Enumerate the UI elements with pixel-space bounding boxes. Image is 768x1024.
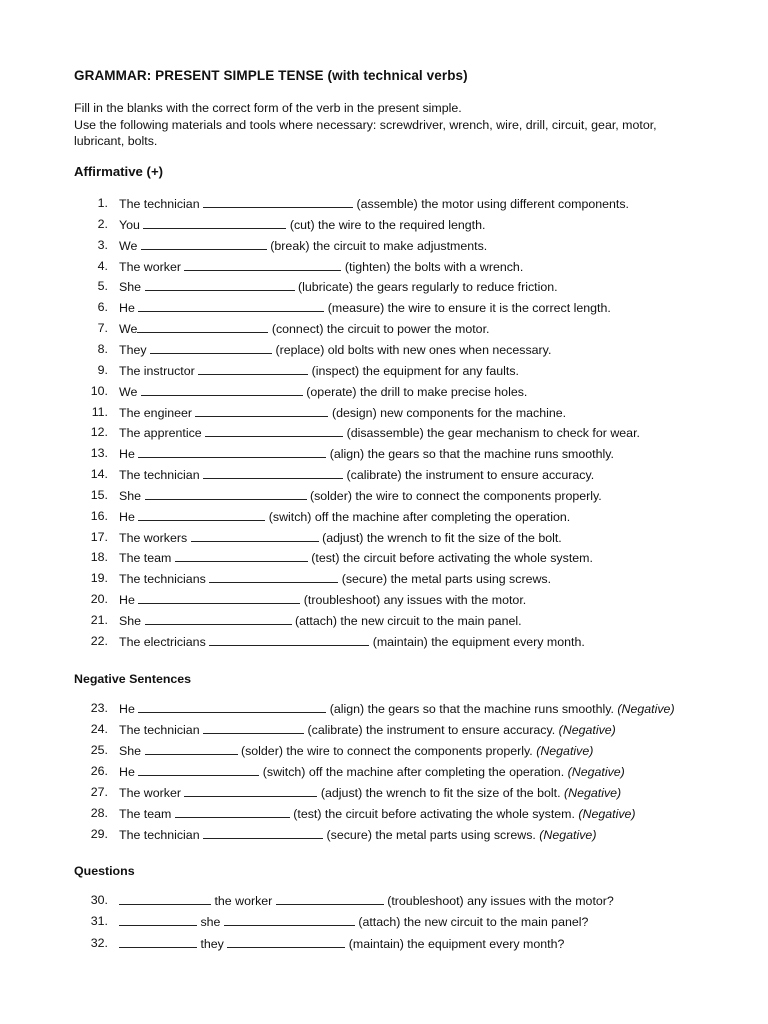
instruction-line: lubricant, bolts. (74, 134, 158, 148)
item-subject: He (119, 509, 135, 524)
item-body (119, 404, 566, 421)
item-subject: He (119, 447, 135, 462)
item-body (119, 549, 593, 566)
item-text: (lubricate) the gears regularly to reduce friction. (297, 280, 558, 295)
item-text: (troubleshoot) any issues with the motor? (387, 894, 614, 908)
answer-blank[interactable] (119, 935, 197, 948)
item-body (119, 913, 588, 930)
item-number: 8. (97, 341, 108, 356)
item-subject: We (119, 384, 138, 399)
answer-blank[interactable] (145, 487, 307, 500)
section-heading-negative: Negative Sentences (74, 672, 192, 686)
answer-blank[interactable] (184, 784, 317, 797)
answer-blank[interactable] (205, 424, 343, 437)
negative-tag: (Negative) (564, 786, 622, 800)
item-body (119, 195, 629, 212)
item-subject: The technician (119, 723, 200, 737)
item-number: 30. (90, 893, 108, 907)
item-number: 14. (90, 467, 108, 482)
item-text: (secure) the metal parts using screws. (341, 572, 552, 587)
item-text: (attach) the new circuit to the main panel? (358, 915, 589, 930)
answer-blank[interactable] (138, 299, 324, 312)
item-text: (troubleshoot) any issues with the motor. (303, 593, 527, 608)
item-number: 27. (90, 785, 108, 799)
answer-blank[interactable] (175, 549, 308, 562)
answer-blank[interactable] (145, 278, 295, 291)
answer-blank[interactable] (138, 700, 326, 713)
item-subject: She (119, 744, 142, 758)
negative-tag: (Negative) (536, 744, 594, 758)
item-body (119, 362, 519, 379)
item-number: 31. (90, 914, 108, 929)
item-subject: The worker (119, 786, 181, 800)
item-subject: The instructor (119, 363, 195, 378)
item-text: (switch) off the machine after completing the operation. (262, 765, 565, 779)
item-number: 17. (90, 529, 108, 544)
item-subject: They (119, 342, 147, 357)
item-subject: The workers (119, 530, 188, 545)
item-body (119, 508, 570, 525)
answer-blank[interactable] (209, 570, 338, 583)
item-text: (disassemble) the gear mechanism to check for wear. (346, 426, 640, 441)
answer-blank[interactable] (138, 445, 326, 458)
item-text: (switch) off the machine after completing the operation. (268, 509, 571, 524)
item-number: 15. (90, 487, 108, 502)
item-text: (adjust) the wrench to fit the size of the bolt. (322, 530, 562, 545)
answer-blank[interactable] (195, 404, 328, 417)
negative-tag: (Negative) (558, 723, 616, 737)
item-subject: she (200, 915, 221, 930)
item-text: (operate) the drill to make precise holes. (306, 384, 528, 399)
item-number: 25. (90, 743, 108, 757)
item-body (119, 784, 621, 801)
item-subject: the worker (214, 894, 273, 908)
item-subject: She (119, 614, 142, 628)
item-number: 7. (97, 321, 108, 336)
answer-blank[interactable] (141, 237, 267, 250)
item-text: (replace) old bolts with new ones when necessary. (275, 342, 552, 357)
item-text: (solder) the wire to connect the components properly. (240, 744, 533, 758)
item-subject: You (119, 217, 140, 232)
item-number: 12. (90, 425, 108, 440)
item-body (119, 935, 564, 952)
item-body (119, 570, 551, 587)
answer-blank[interactable] (224, 913, 355, 926)
item-text: (align) the gears so that the machine runs smoothly. (329, 702, 614, 716)
item-subject: She (119, 280, 142, 295)
item-number: 32. (90, 935, 108, 950)
item-number: 19. (90, 571, 108, 586)
item-body (119, 591, 526, 608)
item-body (119, 633, 585, 650)
item-text: (test) the circuit before activating the whole system. (293, 807, 575, 821)
item-number: 29. (90, 827, 108, 841)
item-number: 13. (90, 446, 108, 461)
item-text: (break) the circuit to make adjustments. (270, 238, 488, 253)
answer-blank[interactable] (175, 805, 290, 818)
item-subject: The team (119, 551, 172, 566)
item-body (119, 445, 614, 462)
item-subject: The technician (119, 197, 200, 211)
item-subject: The apprentice (119, 426, 202, 441)
item-number: 11. (91, 404, 108, 419)
item-text: (maintain) the equipment every month. (372, 634, 585, 649)
item-text: (align) the gears so that the machine runs smoothly. (329, 447, 614, 462)
answer-blank[interactable] (276, 892, 384, 905)
negative-tag: (Negative) (567, 765, 625, 779)
item-text: (attach) the new circuit to the main panel. (294, 614, 522, 628)
item-subject: The team (119, 807, 172, 821)
item-subject: The technicians (119, 572, 206, 587)
item-body (119, 742, 593, 759)
item-body (119, 424, 640, 441)
item-number: 10. (90, 383, 108, 398)
answer-blank[interactable] (203, 195, 353, 208)
answer-blank[interactable] (209, 633, 369, 646)
item-number: 23. (90, 701, 108, 715)
item-text: (connect) the circuit to power the motor. (271, 322, 490, 337)
item-subject: The electricians (119, 634, 206, 649)
item-body (119, 805, 636, 822)
section-heading-questions: Questions (74, 864, 135, 878)
answer-blank[interactable] (150, 341, 272, 354)
item-subject: We (119, 238, 138, 253)
item-text: (calibrate) the instrument to ensure accuracy. (307, 723, 556, 737)
item-text: (cut) the wire to the required length. (289, 217, 486, 232)
item-body (119, 763, 625, 780)
item-body (119, 237, 487, 254)
item-text: (inspect) the equipment for any faults. (311, 363, 519, 378)
answer-blank[interactable] (184, 258, 341, 271)
item-text: (solder) the wire to connect the components properly. (309, 488, 602, 503)
answer-blank[interactable] (119, 913, 197, 926)
answer-blank[interactable] (138, 508, 265, 521)
item-body (119, 320, 489, 337)
negative-tag: (Negative) (617, 702, 675, 716)
item-text: (measure) the wire to ensure it is the correct length. (327, 301, 611, 316)
item-text: (calibrate) the instrument to ensure accuracy. (346, 468, 595, 483)
item-body (119, 341, 551, 358)
item-number: 22. (90, 633, 108, 648)
answer-blank[interactable] (141, 383, 303, 396)
item-body (119, 299, 611, 316)
answer-blank[interactable] (145, 742, 238, 755)
answer-blank[interactable] (198, 362, 308, 375)
item-subject: He (119, 702, 135, 716)
item-body (119, 700, 675, 717)
item-text: (maintain) the equipment every month? (348, 936, 565, 951)
item-body (119, 258, 523, 275)
answer-blank[interactable] (143, 216, 286, 229)
item-number: 1. (97, 196, 108, 210)
item-number: 4. (97, 258, 108, 273)
item-number: 26. (90, 764, 108, 778)
item-text: (test) the circuit before activating the whole system. (311, 551, 593, 566)
item-subject: they (200, 936, 224, 951)
item-subject: We (119, 322, 138, 337)
item-number: 9. (97, 362, 108, 377)
item-number: 2. (97, 216, 108, 231)
answer-blank[interactable] (138, 591, 300, 604)
answer-blank[interactable] (203, 466, 343, 479)
item-text: (design) new components for the machine. (331, 405, 567, 420)
answer-blank[interactable] (203, 826, 323, 839)
item-subject: The technician (119, 468, 200, 483)
item-subject: The technician (119, 828, 200, 842)
item-subject: He (119, 593, 135, 608)
item-body (119, 278, 558, 295)
item-number: 3. (97, 237, 108, 252)
answer-blank[interactable] (203, 721, 304, 734)
answer-blank[interactable] (227, 935, 345, 948)
instruction-line: Use the following materials and tools where necessary: screwdriver, wrench, wire, drill, circuit, gear, motor, (74, 117, 657, 132)
item-body (119, 383, 527, 400)
answer-blank[interactable] (119, 892, 211, 905)
item-body (119, 721, 616, 738)
item-number: 21. (90, 613, 108, 627)
answer-blank[interactable] (191, 529, 319, 542)
item-text: (secure) the metal parts using screws. (326, 828, 536, 842)
item-number: 28. (90, 806, 108, 820)
item-subject: He (119, 765, 135, 779)
instruction-line: Fill in the blanks with the correct form of the verb in the present simple. (74, 101, 462, 115)
item-subject: He (119, 301, 135, 316)
item-body (119, 487, 602, 504)
item-body (119, 216, 485, 233)
item-body (119, 529, 562, 546)
item-subject: The engineer (119, 405, 193, 420)
negative-tag: (Negative) (539, 828, 597, 842)
page-title: GRAMMAR: PRESENT SIMPLE TENSE (with technical verbs) (74, 68, 468, 83)
item-number: 6. (97, 300, 108, 315)
item-subject: The worker (119, 259, 181, 274)
section-heading-affirmative: Affirmative (+) (74, 164, 164, 179)
item-body (119, 612, 522, 629)
item-text: (assemble) the motor using different components. (356, 197, 630, 211)
instructions (74, 100, 694, 150)
item-body (119, 826, 596, 843)
item-number: 24. (90, 722, 108, 736)
negative-tag: (Negative) (578, 807, 636, 821)
item-body (119, 892, 614, 909)
answer-blank[interactable] (138, 763, 259, 776)
answer-blank[interactable] (137, 320, 268, 333)
item-number: 20. (90, 592, 108, 607)
item-text: (adjust) the wrench to fit the size of the bolt. (320, 786, 561, 800)
item-text: (tighten) the bolts with a wrench. (344, 259, 524, 274)
item-subject: She (119, 488, 142, 503)
item-number: 5. (97, 279, 108, 294)
item-number: 18. (90, 550, 108, 565)
item-body (119, 466, 594, 483)
answer-blank[interactable] (145, 612, 292, 625)
item-number: 16. (90, 508, 108, 523)
